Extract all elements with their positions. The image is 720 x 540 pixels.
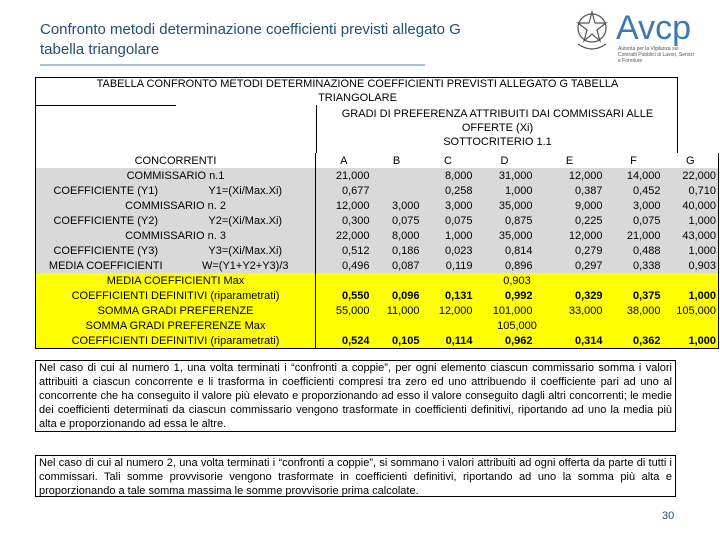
avcp-logo	[572, 8, 694, 64]
value-cell: 0,258	[422, 183, 475, 198]
column-header-e: E	[535, 153, 605, 168]
column-header-c: C	[422, 153, 475, 168]
header-divider	[36, 105, 176, 106]
row-label-right: Y3=(Xi/Max.Xi)	[176, 243, 316, 258]
definitivi-value: 0,992	[475, 288, 535, 303]
table-row	[36, 258, 719, 273]
comparison-table	[35, 77, 717, 349]
somma-max-row	[36, 318, 719, 333]
value-cell: 8,000	[372, 228, 422, 243]
definitivi-value: 0,131	[422, 288, 475, 303]
definitivi-value: 0,105	[372, 333, 422, 349]
value-cell: 12,000	[316, 198, 372, 213]
value-cell: 3,000	[372, 198, 422, 213]
value-cell: 3,000	[422, 198, 475, 213]
value-cell: 0,075	[605, 213, 663, 228]
value-cell: 0,814	[475, 243, 535, 258]
value-cell: 31,000	[475, 168, 535, 183]
table-row	[36, 213, 719, 228]
row-label: COMMISSARIO n. 2	[36, 198, 316, 213]
column-header-b: B	[372, 153, 422, 168]
definitivi-value: 0,375	[605, 288, 663, 303]
somma-value: 11,000	[372, 303, 422, 318]
row-label: COMMISSARIO n. 3	[36, 228, 316, 243]
value-cell: 3,000	[605, 198, 663, 213]
value-cell: 22,000	[316, 228, 372, 243]
somma-max-value: 105,000	[316, 318, 719, 333]
table-title-line2: TRIANGOLARE	[318, 92, 397, 104]
value-cell: 0,186	[372, 243, 422, 258]
column-header-a: A	[316, 153, 372, 168]
value-cell: 22,000	[663, 168, 719, 183]
value-cell: 0,496	[316, 258, 372, 273]
somma-value: 33,000	[535, 303, 605, 318]
table-row	[36, 183, 719, 198]
value-cell: 21,000	[316, 168, 372, 183]
definitivi-label-2: COEFFICIENTI DEFINITIVI (riparametrati)	[36, 333, 316, 349]
value-cell: 1,000	[663, 243, 719, 258]
value-cell: 40,000	[663, 198, 719, 213]
slide-title-line2: tabella triangolare	[40, 41, 160, 58]
table-row	[36, 198, 719, 213]
media-max-value: 0,903	[316, 273, 719, 288]
concorrenti-header: CONCORRENTI	[36, 153, 316, 168]
table-row	[36, 228, 719, 243]
definitivi-value: 0,096	[372, 288, 422, 303]
page-number: 30	[662, 510, 675, 522]
slide-title	[40, 20, 560, 60]
definitivi-value: 0,314	[535, 333, 605, 349]
column-header-g: G	[663, 153, 719, 168]
logo-subtext: Autorità per la Vigilanza sui Contratti Pubblici di Lavori, Servizi e Forniture	[618, 46, 694, 64]
row-label-right: Y1=(Xi/Max.Xi)	[176, 183, 316, 198]
logo-brand-text: Avcp	[616, 9, 691, 47]
table-row	[36, 243, 719, 258]
definitivi-label-1: COEFFICIENTI DEFINITIVI (riparametrati)	[36, 288, 316, 303]
somma-value: 55,000	[316, 303, 372, 318]
somma-label: SOMMA GRADI PREFERENZE	[36, 303, 316, 318]
explanation-note-1: Nel caso di cui al numero 1, una volta terminati i “confronti a coppie”, per ogni elemento ciascun commissario somma i valori attribuiti a ciascun concorrente e li trasforma in coefficienti compresi tra zero ed uno attribuendo il coefficiente pari ad uno al concorrente che ha conseguito il valore più elevato e proporzionando ad esso il valore conseguito dagli altri concorrenti; le medie dei coefficienti determinati da ciascun commissario vengono trasformate in coefficienti definitivi, riportando ad uno la media più alta e proporzionando ad essa le altre.	[35, 360, 676, 432]
table-criterion: SOTTOCRITERIO 1.1	[443, 136, 552, 148]
media-max-label: MEDIA COEFFICIENTI Max	[36, 273, 316, 288]
definitivi-value: 1,000	[663, 333, 719, 349]
value-cell: 0,297	[535, 258, 605, 273]
table-row	[36, 168, 719, 183]
somma-value: 101,000	[475, 303, 535, 318]
row-label-right: W=(Y1+Y2+Y3)/3	[176, 258, 316, 273]
value-cell: 0,875	[475, 213, 535, 228]
value-cell: 35,000	[475, 198, 535, 213]
value-cell: 0,225	[535, 213, 605, 228]
definitivi-value: 0,550	[316, 288, 372, 303]
value-cell: 0,338	[605, 258, 663, 273]
value-cell: 1,000	[475, 183, 535, 198]
value-cell: 9,000	[535, 198, 605, 213]
row-label: COMMISSARIO n.1	[36, 168, 316, 183]
table-header-block	[35, 77, 678, 153]
explanation-note-2: Nel caso di cui al numero 2, una volta terminati i “confronti a coppie”, si sommano i valori attribuiti ad ogni offerta da parte di tutti i commissari. Tali somme provvisorie vengono trasformate in coefficienti definitivi, riportando ad uno la somma più alta e proporzionando a tale somma massima le somme provvisorie prima calcolate.	[35, 455, 676, 497]
definitivi-value: 0,362	[605, 333, 663, 349]
value-cell: 0,087	[372, 258, 422, 273]
row-label-left: COEFFICIENTE (Y2)	[36, 213, 176, 228]
table-subtitle-line2: OFFERTE (Xi)	[461, 122, 534, 134]
column-header-row	[36, 153, 719, 168]
somma-value: 38,000	[605, 303, 663, 318]
value-cell	[372, 168, 422, 183]
row-label-left: MEDIA COEFFICIENTI	[36, 258, 176, 273]
title-underline	[40, 64, 425, 66]
value-cell: 43,000	[663, 228, 719, 243]
coefficients-grid	[35, 153, 719, 349]
row-label-right: Y2=(Xi/Max.Xi)	[176, 213, 316, 228]
value-cell: 35,000	[475, 228, 535, 243]
value-cell: 0,119	[422, 258, 475, 273]
media-max-row	[36, 273, 719, 288]
value-cell: 0,512	[316, 243, 372, 258]
value-cell: 0,896	[475, 258, 535, 273]
value-cell: 12,000	[535, 228, 605, 243]
italian-republic-emblem-icon	[572, 8, 612, 56]
value-cell: 0,677	[316, 183, 372, 198]
table-title-line1: TABELLA CONFRONTO METODI DETERMINAZIONE COEFFICIENTI PREVISTI ALLEGATO G TABELLA	[96, 78, 619, 90]
column-header-f: F	[605, 153, 663, 168]
value-cell: 21,000	[605, 228, 663, 243]
definitivi-value: 0,524	[316, 333, 372, 349]
table-subtitle-line1: GRADI DI PREFERENZA ATTRIBUITI DAI COMMISSARI ALLE	[341, 108, 654, 120]
definitivi-row-1	[36, 288, 719, 303]
definitivi-row-2	[36, 333, 719, 349]
value-cell	[372, 183, 422, 198]
value-cell: 0,710	[663, 183, 719, 198]
somma-value: 105,000	[663, 303, 719, 318]
row-label-left: COEFFICIENTE (Y1)	[36, 183, 176, 198]
slide-title-line1: Confronto metodi determinazione coefficienti previsti allegato G	[40, 21, 461, 38]
value-cell: 0,075	[422, 213, 475, 228]
definitivi-value: 1,000	[663, 288, 719, 303]
value-cell: 0,023	[422, 243, 475, 258]
value-cell: 0,903	[663, 258, 719, 273]
value-cell: 14,000	[605, 168, 663, 183]
definitivi-value: 0,962	[475, 333, 535, 349]
value-cell: 12,000	[535, 168, 605, 183]
value-cell: 1,000	[422, 228, 475, 243]
value-cell: 0,075	[372, 213, 422, 228]
value-cell: 0,452	[605, 183, 663, 198]
row-label-left: COEFFICIENTE (Y3)	[36, 243, 176, 258]
value-cell: 0,488	[605, 243, 663, 258]
somma-row	[36, 303, 719, 318]
definitivi-value: 0,114	[422, 333, 475, 349]
value-cell: 0,387	[535, 183, 605, 198]
column-header-d: D	[475, 153, 535, 168]
value-cell: 0,279	[535, 243, 605, 258]
somma-value: 12,000	[422, 303, 475, 318]
definitivi-value: 0,329	[535, 288, 605, 303]
value-cell: 0,300	[316, 213, 372, 228]
value-cell: 8,000	[422, 168, 475, 183]
value-cell: 1,000	[663, 213, 719, 228]
somma-max-label: SOMMA GRADI PREFERENZE Max	[36, 318, 316, 333]
